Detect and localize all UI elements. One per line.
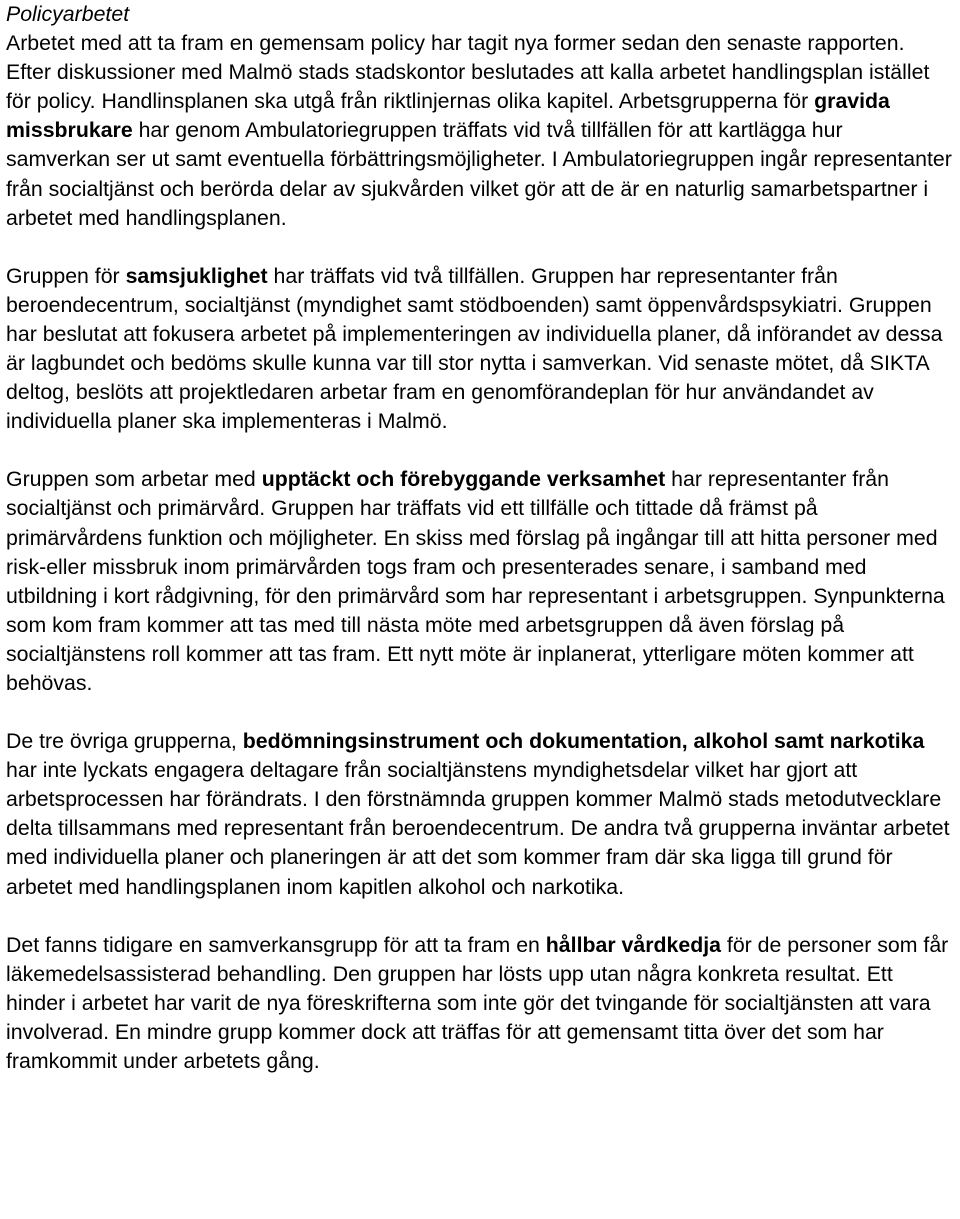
paragraph-text: har träffats vid två tillfällen. Gruppen har representanter från beroendecentrum, socialtjänst (myndighet samt stödboenden) samt öppenvårdspsykiatri. Gruppen har beslutat att fokusera arbetet på implementeringen av individuella planer, då införandet av dessa är lagbundet och bedöms skulle kunna var till stor nytta i samverkan. Vid senaste mötet, då SIKTA deltog, beslöts att projektledaren arbetar fram en genomförandeplan för hur användandet av individuella planer ska implementeras i Malmö. <box>6 263 943 434</box>
paragraph-text: Arbetet med att ta fram en gemensam policy har tagit nya former sedan den senaste rapporten. Efter diskussioner med Malmö stads stadskontor beslutades att kalla arbetet handlingsplan istället för policy. Handlinsplanen ska utgå från riktlinjernas olika kapitel. Arbetsgrupperna för <box>6 31 930 114</box>
bold-text: gravida missbrukare <box>6 89 890 143</box>
document-body <box>6 29 952 1076</box>
body-paragraph <box>6 29 952 233</box>
paragraph-text: Gruppen för <box>6 263 126 288</box>
document-page <box>6 0 952 1105</box>
body-paragraph <box>6 727 952 902</box>
body-paragraph <box>6 262 952 437</box>
paragraph-text: Det fanns tidigare en samverkansgrupp för att ta fram en <box>6 932 546 957</box>
bold-text: bedömningsinstrument och dokumentation, alkohol samt narkotika <box>242 729 925 754</box>
body-paragraph <box>6 465 952 698</box>
paragraph-text: har representanter från socialtjänst och primärvård. Gruppen har träffats vid ett tillfälle och tittade då främst på primärvårdens funktion och möjligheter. En skiss med förslag på ingångar till att hitta personer med risk-eller missbruk inom primärvården togs fram och presenterades senare, i samband med utbildning i kort rådgivning, för den primärvård som har representant i arbetsgruppen. Synpunkterna som kom fram kommer att tas med till nästa möte med arbetsgruppen då även förslag på socialtjänstens roll kommer att tas fram. Ett nytt möte är inplanerat, ytterligare möten kommer att behövas. <box>6 467 945 695</box>
paragraph-text: har genom Ambulatoriegruppen träffats vid två tillfällen för att kartlägga hur samverkan ser ut samt eventuella förbättringsmöjligheter. I Ambulatoriegruppen ingår representanter från socialtjänst och berörda delar av sjukvården vilket gör att de är en naturlig samarbetspartner i arbetet med handlingsplanen. <box>6 118 952 230</box>
bold-text: samsjuklighet <box>125 263 268 288</box>
paragraph-text: har inte lyckats engagera deltagare från socialtjänstens myndighetsdelar vilket har gjort att arbetsprocessen har förändrats. I den förstnämnda gruppen kommer Malmö stads metodutvecklare delta tillsammans med representant från beroendecentrum. De andra två grupperna inväntar arbetet med individuella planer och planeringen är att det som kommer fram där ska ligga till grund för arbetet med handlingsplanen inom kapitlen alkohol och narkotika. <box>6 758 950 899</box>
paragraph-text: De tre övriga grupperna, <box>6 729 243 754</box>
paragraph-text: för de personer som får läkemedelsassisterad behandling. Den gruppen har lösts upp utan några konkreta resultat. Ett hinder i arbetet har varit de nya föreskrifterna som inte gör det tvingande för socialtjänsten att vara involverad. En mindre grupp kommer dock att träffas för att gemensamt titta över det som har framkommit under arbetets gång. <box>6 932 949 1073</box>
body-paragraph <box>6 931 952 1076</box>
bold-text: upptäckt och förebyggande verksamhet <box>261 467 666 492</box>
paragraph-text: Gruppen som arbetar med <box>6 467 262 492</box>
bold-text: hållbar vårdkedja <box>545 932 721 957</box>
section-heading: Policyarbetet <box>6 2 130 26</box>
